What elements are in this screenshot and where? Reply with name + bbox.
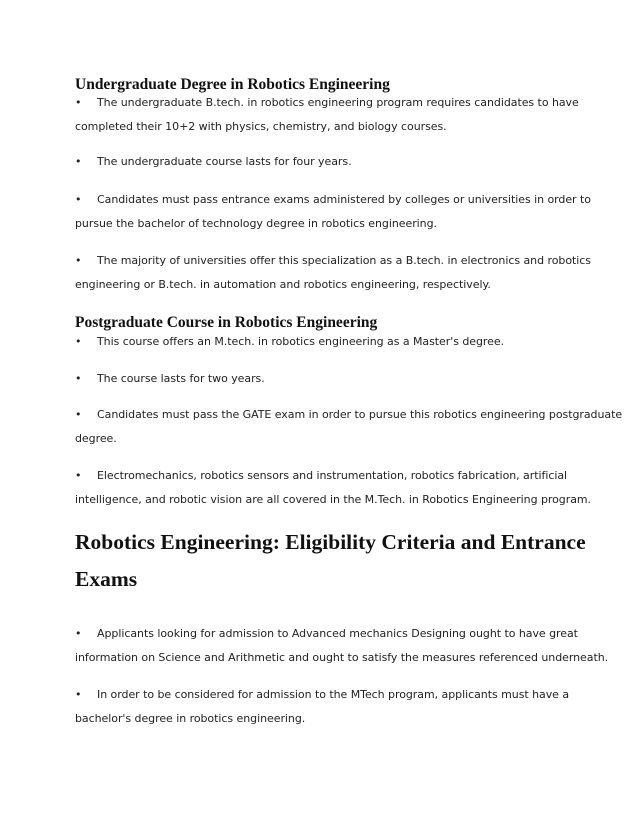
ug-item-2-line-1: The undergraduate course lasts for four years. — [97, 155, 352, 168]
ug-item-1-line-2: completed their 10+2 with physics, chemistry, and biology courses. — [75, 120, 447, 133]
pg-item-4-line-1: Electromechanics, robotics sensors and instrumentation, robotics fabrication, artificial — [97, 469, 568, 482]
eligibility-heading-line-1: Robotics Engineering: Eligibility Criteria and Entrance — [75, 530, 586, 554]
pg-item-1-line-1: This course offers an M.tech. in robotics engineering as a Master's degree. — [97, 335, 505, 348]
pg-item-2-line-1: The course lasts for two years. — [97, 372, 265, 385]
bullet-marker: • — [75, 688, 82, 701]
bullet-marker: • — [75, 469, 82, 482]
bullet-marker: • — [75, 372, 82, 385]
bullet-marker: • — [75, 193, 82, 206]
bullet-marker: • — [75, 627, 82, 640]
elig-item-1-line-1: Applicants looking for admission to Advanced mechanics Designing ought to have great — [97, 627, 578, 640]
ug-item-4-line-2: engineering or B.tech. in automation and robotics engineering, respectively. — [75, 278, 491, 291]
pg-item-3-line-2: degree. — [75, 432, 117, 445]
bullet-marker: • — [75, 96, 82, 109]
elig-item-2-line-1: In order to be considered for admission to the MTech program, applicants must have a — [97, 688, 570, 701]
ug-item-3-line-1: Candidates must pass entrance exams administered by colleges or universities in order to — [97, 193, 591, 206]
elig-item-1-line-2: information on Science and Arithmetic and ought to satisfy the measures referenced underneath. — [75, 651, 609, 664]
ug-item-4-line-1: The majority of universities offer this specialization as a B.tech. in electronics and robotics — [97, 254, 591, 267]
ug-item-1-line-1: The undergraduate B.tech. in robotics engineering program requires candidates to have — [97, 96, 579, 109]
bullet-marker: • — [75, 254, 82, 267]
bullet-marker: • — [75, 335, 82, 348]
eligibility-heading-line-2: Exams — [75, 567, 138, 591]
elig-item-2-line-2: bachelor's degree in robotics engineering. — [75, 712, 306, 725]
pg-item-3-line-1: Candidates must pass the GATE exam in order to pursue this robotics engineering postgraduate — [97, 408, 623, 421]
pg-item-4-line-2: intelligence, and robotic vision are all covered in the M.Tech. in Robotics Engineering program. — [75, 493, 592, 506]
bullet-marker: • — [75, 155, 82, 168]
ug-item-3-line-2: pursue the bachelor of technology degree in robotics engineering. — [75, 217, 437, 230]
pg-heading: Postgraduate Course in Robotics Engineering — [75, 314, 378, 331]
bullet-marker: • — [75, 408, 82, 421]
ug-heading: Undergraduate Degree in Robotics Engineering — [75, 76, 390, 93]
